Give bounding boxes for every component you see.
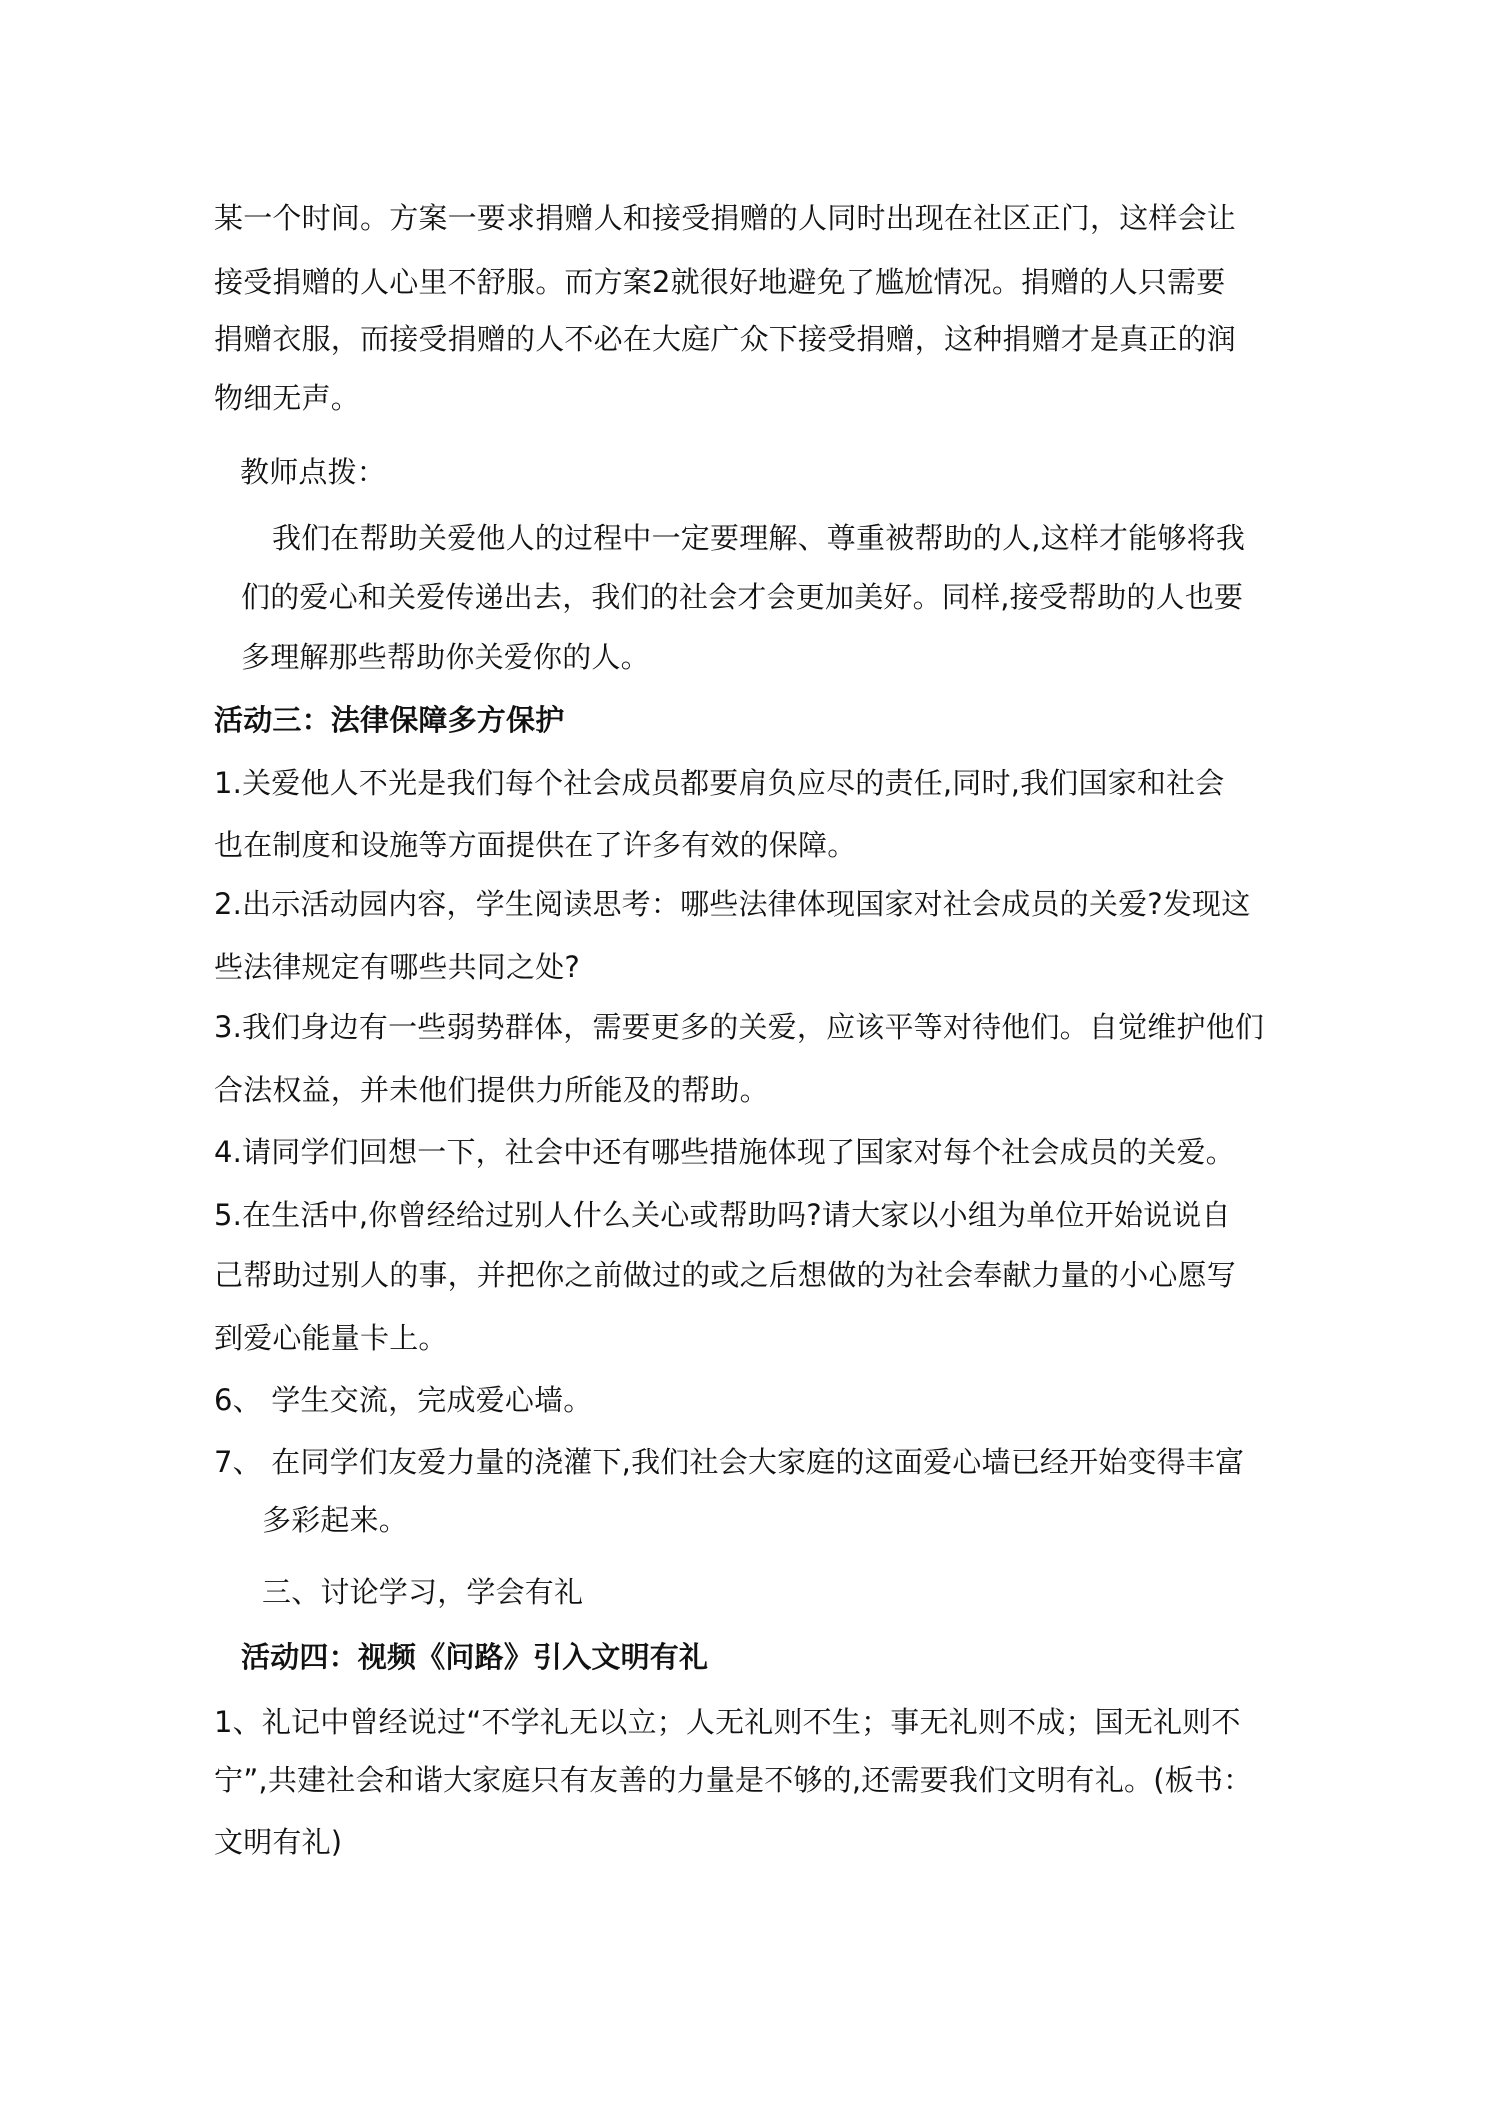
list-item-text: 己帮助过别人的事，并把你之前做过的或之后想做的为社会奉献力量的小心愿写 (214, 1258, 1237, 1292)
body-text-line: 接受捐赠的人心里不舒服。而方案2就很好地避免了尴尬情况。捐赠的人只需要 (214, 265, 1226, 299)
list-item-text: 2.出示活动园内容，学生阅读思考：哪些法律体现国家对社会成员的关爱?发现这 (214, 887, 1251, 921)
body-text-line: 我们在帮助关爱他人的过程中一定要理解、尊重被帮助的人,这样才能够将我 (272, 521, 1246, 555)
list-item-text: 6、 学生交流，完成爱心墙。 (214, 1383, 593, 1417)
body-text-line: 捐赠衣服，而接受捐赠的人不必在大庭广众下接受捐赠，这种捐赠才是真正的润 (214, 322, 1237, 356)
list-item-text: 些法律规定有哪些共同之处? (214, 950, 580, 984)
list-item-text: 也在制度和设施等方面提供在了许多有效的保障。 (214, 828, 857, 862)
list-item-text: 1.关爱他人不光是我们每个社会成员都要肩负应尽的责任,同时,我们国家和社会 (214, 766, 1225, 800)
section3-heading: 三、讨论学习，学会有礼 (262, 1575, 584, 1609)
list-item-text: 4.请同学们回想一下，社会中还有哪些措施体现了国家对每个社会成员的关爱。 (214, 1135, 1235, 1169)
list-item-text: 5.在生活中,你曾经给过别人什么关心或帮助吗?请大家以小组为单位开始说说自 (214, 1198, 1231, 1232)
body-text-line: 物细无声。 (214, 381, 361, 415)
list-item-text: 多彩起来。 (262, 1503, 409, 1537)
body-text-line: 们的爱心和关爱传递出去，我们的社会才会更加美好。同样,接受帮助的人也要 (241, 580, 1244, 614)
list-item-text: 3.我们身边有一些弱势群体，需要更多的关爱，应该平等对待他们。自觉维护他们 (214, 1010, 1265, 1044)
list-item-text: 到爱心能量卡上。 (214, 1321, 448, 1355)
activity4-heading: 活动四：视频《问路》引入文明有礼 (241, 1640, 709, 1674)
activity3-heading: 活动三：法律保障多方保护 (214, 703, 565, 737)
body-text-line: 1、礼记中曾经说过“不学礼无以立；人无礼则不生；事无礼则不成；国无礼则不 (214, 1705, 1241, 1739)
body-text-line: 某一个时间。方案一要求捐赠人和接受捐赠的人同时出现在社区正门，这样会让 (214, 201, 1237, 235)
body-text-line: 宁”,共建社会和谐大家庭只有友善的力量是不够的,还需要我们文明有礼。(板书： (214, 1763, 1253, 1797)
list-item-text: 合法权益，并未他们提供力所能及的帮助。 (214, 1073, 769, 1107)
list-item-text: 7、 在同学们友爱力量的浇灌下,我们社会大家庭的这面爱心墙已经开始变得丰富 (214, 1445, 1245, 1479)
body-text-line: 文明有礼) (214, 1825, 343, 1859)
teacher-label: 教师点拨： (240, 455, 387, 489)
body-text-line: 多理解那些帮助你关爱你的人。 (241, 640, 650, 674)
